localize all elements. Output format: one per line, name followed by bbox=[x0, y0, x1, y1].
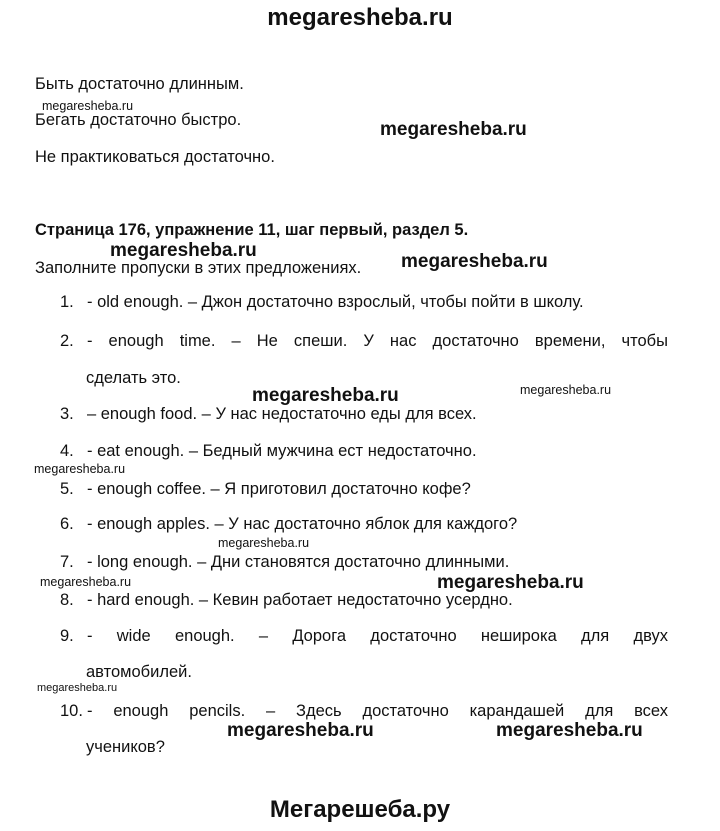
intro-line: Бегать достаточно быстро. bbox=[35, 111, 242, 129]
item-text: - wide enough. – Дорога достаточно неширока для двух bbox=[87, 627, 668, 645]
watermark: megaresheba.ru bbox=[227, 720, 374, 741]
watermark: megaresheba.ru bbox=[218, 536, 310, 550]
item-continuation: сделать это. bbox=[86, 369, 181, 387]
item-number: 7. bbox=[60, 553, 74, 571]
watermark: megaresheba.ru bbox=[40, 575, 132, 589]
site-footer: Мегарешеба.ру bbox=[269, 796, 451, 823]
item-number: 5. bbox=[60, 480, 74, 498]
watermark: megaresheba.ru bbox=[252, 385, 399, 406]
list-item bbox=[60, 405, 668, 424]
intro-line: Быть достаточно длинным. bbox=[35, 75, 244, 93]
list-item bbox=[60, 442, 668, 461]
intro-line: Не практиковаться достаточно. bbox=[35, 148, 275, 166]
item-continuation: автомобилей. bbox=[86, 663, 192, 681]
watermark: megaresheba.ru bbox=[437, 572, 584, 593]
item-text: - eat enough. – Бедный мужчина ест недостаточно. bbox=[87, 442, 477, 460]
watermark: megaresheba.ru bbox=[496, 720, 643, 741]
item-text: – enough food. – У нас недостаточно еды для всех. bbox=[87, 405, 477, 423]
item-text: - enough pencils. – Здесь достаточно карандашей для всех bbox=[87, 702, 668, 720]
item-number: 2. bbox=[60, 332, 74, 350]
watermark: megaresheba.ru bbox=[520, 383, 612, 397]
item-number: 8. bbox=[60, 591, 74, 609]
section-heading: Страница 176, упражнение 11, шаг первый, раздел 5. bbox=[35, 221, 469, 239]
list-item bbox=[60, 332, 668, 351]
item-number: 6. bbox=[60, 515, 74, 533]
watermark: megaresheba.ru bbox=[42, 99, 134, 113]
watermark: megaresheba.ru bbox=[380, 119, 527, 140]
item-text: - enough time. – Не спеши. У нас достаточно времени, чтобы bbox=[87, 332, 668, 350]
watermark: megaresheba.ru bbox=[401, 251, 548, 272]
watermark: megaresheba.ru bbox=[37, 682, 118, 694]
item-text: - enough coffee. – Я приготовил достаточно кофе? bbox=[87, 480, 471, 498]
list-item bbox=[60, 293, 668, 312]
site-header: megaresheba.ru bbox=[267, 4, 453, 31]
list-item bbox=[60, 553, 668, 572]
item-number: 1. bbox=[60, 293, 74, 311]
item-continuation: учеников? bbox=[86, 738, 165, 756]
item-number: 10. bbox=[60, 702, 83, 720]
list-item bbox=[60, 702, 668, 721]
item-text: - hard enough. – Кевин работает недостаточно усердно. bbox=[87, 591, 513, 609]
item-number: 4. bbox=[60, 442, 74, 460]
watermark: megaresheba.ru bbox=[34, 462, 126, 476]
item-number: 9. bbox=[60, 627, 74, 645]
section-instruction: Заполните пропуски в этих предложениях. bbox=[35, 259, 362, 277]
watermark: megaresheba.ru bbox=[110, 240, 257, 261]
item-number: 3. bbox=[60, 405, 74, 423]
list-item bbox=[60, 627, 668, 646]
list-item bbox=[60, 515, 668, 534]
item-text: - old enough. – Джон достаточно взрослый, чтобы пойти в школу. bbox=[87, 293, 584, 311]
list-item bbox=[60, 480, 668, 499]
item-text: - enough apples. – У нас достаточно яблок для каждого? bbox=[87, 515, 518, 533]
item-text: - long enough. – Дни становятся достаточно длинными. bbox=[87, 553, 510, 571]
